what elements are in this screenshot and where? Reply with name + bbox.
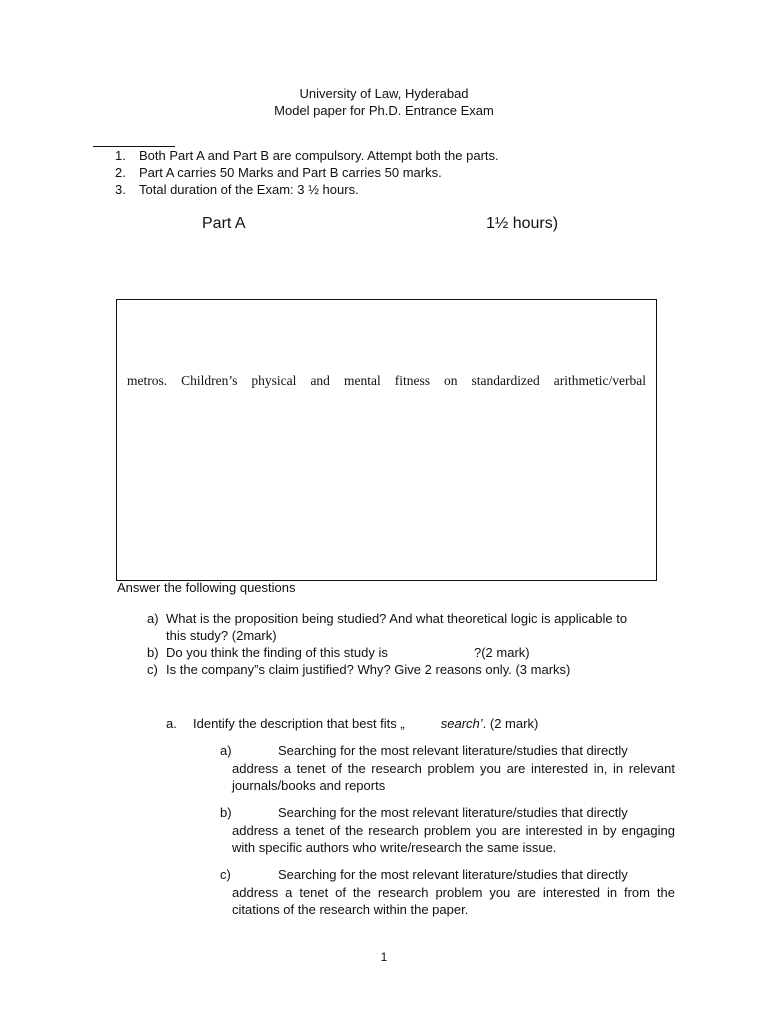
part-a-heading: Part A — [202, 215, 246, 232]
instruction-text: Both Part A and Part B are compulsory. Attempt both the parts. — [139, 148, 499, 163]
question-text: Is the company”s claim justified? Why? Give 2 reasons only. (3 marks) — [166, 662, 571, 677]
option-first-line: Searching for the most relevant literature/studies that directly — [278, 867, 628, 882]
option-text: address a tenet of the research problem you are interested in from the citations of the research within the paper. — [232, 884, 675, 917]
option-item — [220, 804, 675, 857]
exam-subtitle: Model paper for Ph.D. Entrance Exam — [274, 103, 494, 118]
sub-question-text: Identify the description that best fits „ — [193, 716, 405, 731]
option-item — [220, 866, 675, 919]
instruction-item — [115, 181, 359, 198]
instruction-number: 2. — [115, 165, 126, 180]
instruction-item — [115, 147, 499, 164]
option-text: address a tenet of the research problem you are interested in by engaging with specific authors who write/research the same issue. — [232, 822, 675, 855]
sub-question — [166, 716, 538, 731]
option-item — [220, 742, 675, 795]
option-first-line: Searching for the most relevant literature/studies that directly — [278, 805, 628, 820]
part-a-duration: 1½ hours) — [486, 215, 559, 232]
instruction-item — [115, 164, 442, 181]
question-label: a) — [147, 611, 159, 626]
sub-question-label: a. — [166, 716, 177, 731]
passage-text: metros. Children’s physical and mental fitness on standardized arithmetic/verbal — [127, 373, 646, 388]
instruction-text: Part A carries 50 Marks and Part B carries 50 marks. — [139, 165, 442, 180]
question-text: What is the proposition being studied? And what theoretical logic is applicable to — [166, 611, 628, 626]
page-number: 1 — [380, 950, 388, 964]
instruction-number: 3. — [115, 182, 126, 197]
sub-question-term: search’ — [440, 716, 483, 731]
option-label: a) — [220, 743, 232, 758]
question-continuation: this study? (2mark) — [166, 628, 277, 643]
instruction-text: Total duration of the Exam: 3 ½ hours. — [139, 182, 359, 197]
question-text: Do you think the finding of this study is — [166, 645, 388, 660]
question-label: b) — [147, 645, 159, 660]
option-label: c) — [220, 867, 231, 882]
sub-question-marks: . (2 mark) — [482, 716, 539, 731]
instruction-number: 1. — [115, 148, 126, 163]
option-first-line: Searching for the most relevant literature/studies that directly — [278, 743, 628, 758]
option-text: address a tenet of the research problem you are interested in, in relevant journals/books and reports — [232, 760, 675, 793]
passage-box — [116, 299, 657, 581]
question-item — [147, 661, 570, 678]
question-label: c) — [147, 662, 158, 677]
option-label: b) — [220, 805, 232, 820]
question-tail: ?(2 mark) — [474, 645, 530, 660]
questions-intro: Answer the following questions — [117, 580, 296, 595]
question-item — [147, 644, 388, 661]
question-item — [147, 610, 627, 627]
university-title: University of Law, Hyderabad — [299, 86, 469, 101]
